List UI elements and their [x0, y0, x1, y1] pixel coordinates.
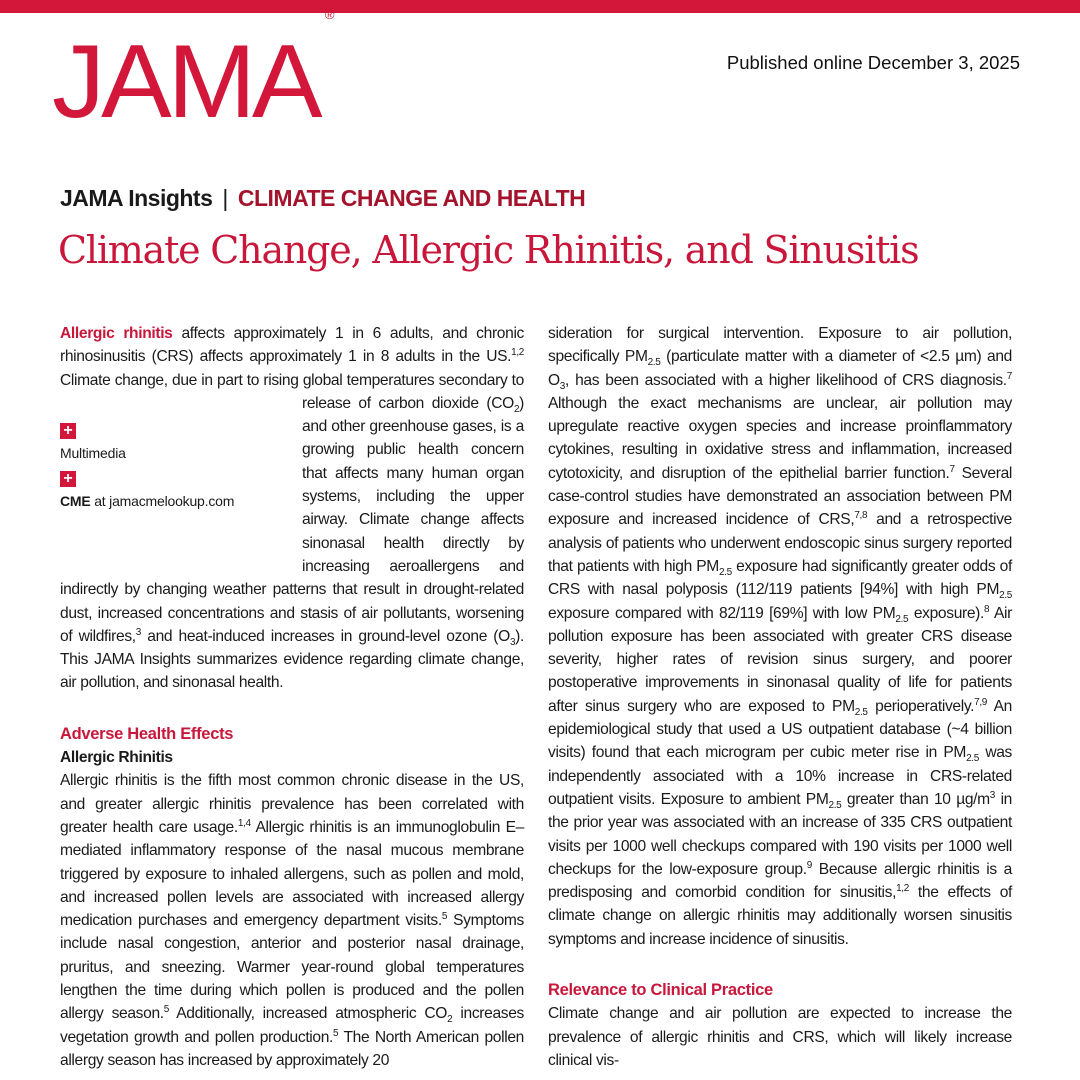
published-date: Published online December 3, 2025 — [726, 52, 1020, 73]
text-run: increases vegetation growth and pollen production. — [60, 1005, 524, 1046]
text-run: perioperatively. — [867, 697, 975, 715]
text-run: Because allergic rhinitis is a predisposing and comorbid condition for sinusitis, — [548, 860, 1012, 902]
subscript: 2.5 — [854, 706, 868, 718]
text-run: Several case-control studies have demonstrated an association between PM exposure and increased incidence of CRS, — [548, 464, 1013, 529]
citation-superscript[interactable]: 7 — [1006, 370, 1012, 382]
section-heading-adverse-effects: Adverse Health Effects — [60, 724, 234, 743]
citation-superscript[interactable]: 3 — [135, 626, 141, 638]
cme-url[interactable]: at jamacmelookup.com — [94, 493, 235, 509]
text-run: exposure had significantly greater odds of CRS with nasal polyposis (112/119 patients [94%] with high PM — [548, 557, 1012, 599]
citation-superscript[interactable]: 7,9 — [974, 696, 987, 708]
registered-mark: ® — [324, 7, 335, 23]
text-run: exposure). — [908, 604, 985, 622]
series-label: JAMA Insights — [60, 185, 213, 211]
citation-superscript[interactable]: 5 — [333, 1027, 339, 1039]
text-run: (particulate matter with a diameter of <2.5 µm) and O — [548, 348, 1012, 389]
citation-superscript[interactable]: 9 — [806, 859, 812, 871]
subscript: 2.5 — [895, 613, 909, 625]
cme-label: CME — [60, 493, 91, 509]
logo-text: JAMA — [52, 24, 319, 140]
subscript: 2 — [513, 404, 520, 415]
top-brand-bar — [0, 0, 1080, 13]
jama-logo — [52, 7, 335, 140]
text-run: Climate change, due in part to rising global temperatures secondary to release of carbon dioxide (CO — [60, 371, 524, 412]
text-run: Although the exact mechanisms are unclear, air pollution may upregulate reactive oxygen species and increase proinflammatory cytokines, resulting in oxidative stress and inflammation, increased cytotoxicity, and disruption of the epithelial barrier function. — [548, 394, 1012, 482]
text-run: Symptoms include nasal congestion, anterior and posterior nasal drainage, pruritus, and sneezing. Warmer year-round global temperatures lengthen the time during which pollen is produced and the pollen allergy season. — [60, 912, 524, 1023]
text-run: , has been associated with a higher likelihood of CRS diagnosis. — [565, 371, 1007, 389]
subscript: 2.5 — [647, 357, 661, 369]
subscript: 2.5 — [966, 753, 979, 765]
separator: | — [222, 185, 228, 211]
cme-link[interactable] — [60, 491, 302, 511]
text-run: The North American pollen allergy season has increased by approximately 20 — [60, 1028, 524, 1069]
plus-icon[interactable]: + — [60, 471, 76, 487]
text-run: Allergic rhinitis is an immunoglobulin E–mediated inflammatory response of the nasal mucous membrane triggered by exposure to inhaled allergens, such as pollen and mold, and increased pollen levels are associated with increased allergy medication purchases and emergency department visits. — [60, 818, 524, 930]
text-run: Allergic rhinitis is the fifth most common chronic disease in the US, and greater allergic rhinitis prevalence has been correlated with greater health care usage. — [60, 772, 524, 836]
text-run: and a retrospective analysis of patients who underwent endoscopic sinus surgery reported that patients with high PM — [548, 511, 1012, 575]
subscript: 2 — [447, 1014, 453, 1026]
text-run: was independently associated with a 10% increase in CRS-related outpatient visits. Exposure to ambient PM — [548, 744, 1012, 808]
plus-icon[interactable]: + — [60, 423, 76, 439]
section-label: CLIMATE CHANGE AND HEALTH — [237, 185, 586, 211]
left-column — [60, 322, 524, 1072]
article-title: Climate Change, Allergic Rhinitis, and Sinusitis — [58, 228, 919, 272]
article-kicker — [60, 185, 585, 212]
citation-superscript[interactable]: 1,2 — [896, 882, 909, 894]
body-paragraph — [548, 1002, 1012, 1072]
subheading-allergic-rhinitis: Allergic Rhinitis — [60, 749, 173, 767]
body-paragraph — [548, 322, 1012, 951]
citation-superscript[interactable]: 3 — [989, 789, 995, 801]
text-run: greater than 10 µg/m — [841, 790, 990, 808]
text-run: Climate change and air pollution are expected to increase the prevalence of allergic rhinitis and CRS, which will likely increase clinical vis- — [548, 1005, 1012, 1069]
text-run: exposure compared with 82/119 [69%] with low PM — [548, 604, 896, 622]
intro-paragraph — [60, 322, 524, 695]
subscript: 2.5 — [999, 590, 1012, 602]
citation-superscript[interactable]: 5 — [163, 1004, 169, 1016]
lead-term: Allergic rhinitis — [60, 325, 173, 342]
text-run: affects approximately 1 in 6 adults, and chronic rhinosinusitis (CRS) affects approximately 1 in 8 adults in the US. — [60, 325, 525, 366]
text-run: the effects of climate change on allergic rhinitis may additionally worsen sinusitis symptoms and increase incidence of sinusitis. — [548, 884, 1012, 948]
subscript: 2.5 — [828, 800, 842, 812]
section-heading-clinical-relevance: Relevance to Clinical Practice — [548, 981, 773, 1000]
citation-superscript[interactable]: 8 — [984, 603, 990, 615]
multimedia-link[interactable]: Multimedia — [60, 445, 126, 461]
subscript: 2.5 — [718, 567, 732, 579]
body-paragraph — [60, 769, 524, 1072]
text-run: ). This JAMA Insights summarizes evidence regarding climate change, air pollution, and sinonasal health. — [60, 627, 524, 692]
citation-superscript[interactable]: 7,8 — [854, 510, 868, 522]
text-run: Additionally, increased atmospheric CO — [168, 1005, 448, 1023]
citation-superscript[interactable]: 5 — [441, 910, 448, 922]
related-links-box — [60, 415, 302, 557]
text-run: and heat-induced increases in ground-level ozone (O — [140, 627, 510, 645]
text-run: sideration for surgical intervention. Exposure to air pollution, specifically PM — [548, 325, 1012, 366]
text-run: ) and other greenhouse gases, is a growing public health concern that affects many human organ systems, including the upper airway. Climate change affects sinonasal health directly by increasing aeroallergens and indirectly by changing weather patterns that result in drought-related dust, increased concentrations and stasis of air pollutants, worsening of wildfires, — [60, 394, 524, 645]
citation-superscript[interactable]: 1,4 — [237, 817, 251, 829]
text-run: in the prior year was associated with an increase of 335 CRS outpatient visits per 1000 well checkups compared with 190 visits per 1000 well checkups for the low-exposure group. — [548, 790, 1013, 878]
right-column — [548, 322, 1012, 1072]
citation-superscript[interactable]: 1,2 — [511, 347, 524, 359]
subscript: 3 — [559, 380, 565, 392]
citation-superscript[interactable]: 7 — [949, 463, 955, 475]
text-run: An epidemiological study that used a US outpatient database (~4 billion visits) found that each microgram per cubic meter rise in PM — [548, 697, 1012, 762]
subscript: 3 — [509, 636, 516, 648]
text-run: Air pollution exposure has been associated with greater CRS disease severity, higher rates of revision sinus surgery, and poorer postoperative improvements in sinonasal quality of life for patients after sinus surgery who are exposed to PM — [548, 604, 1012, 715]
